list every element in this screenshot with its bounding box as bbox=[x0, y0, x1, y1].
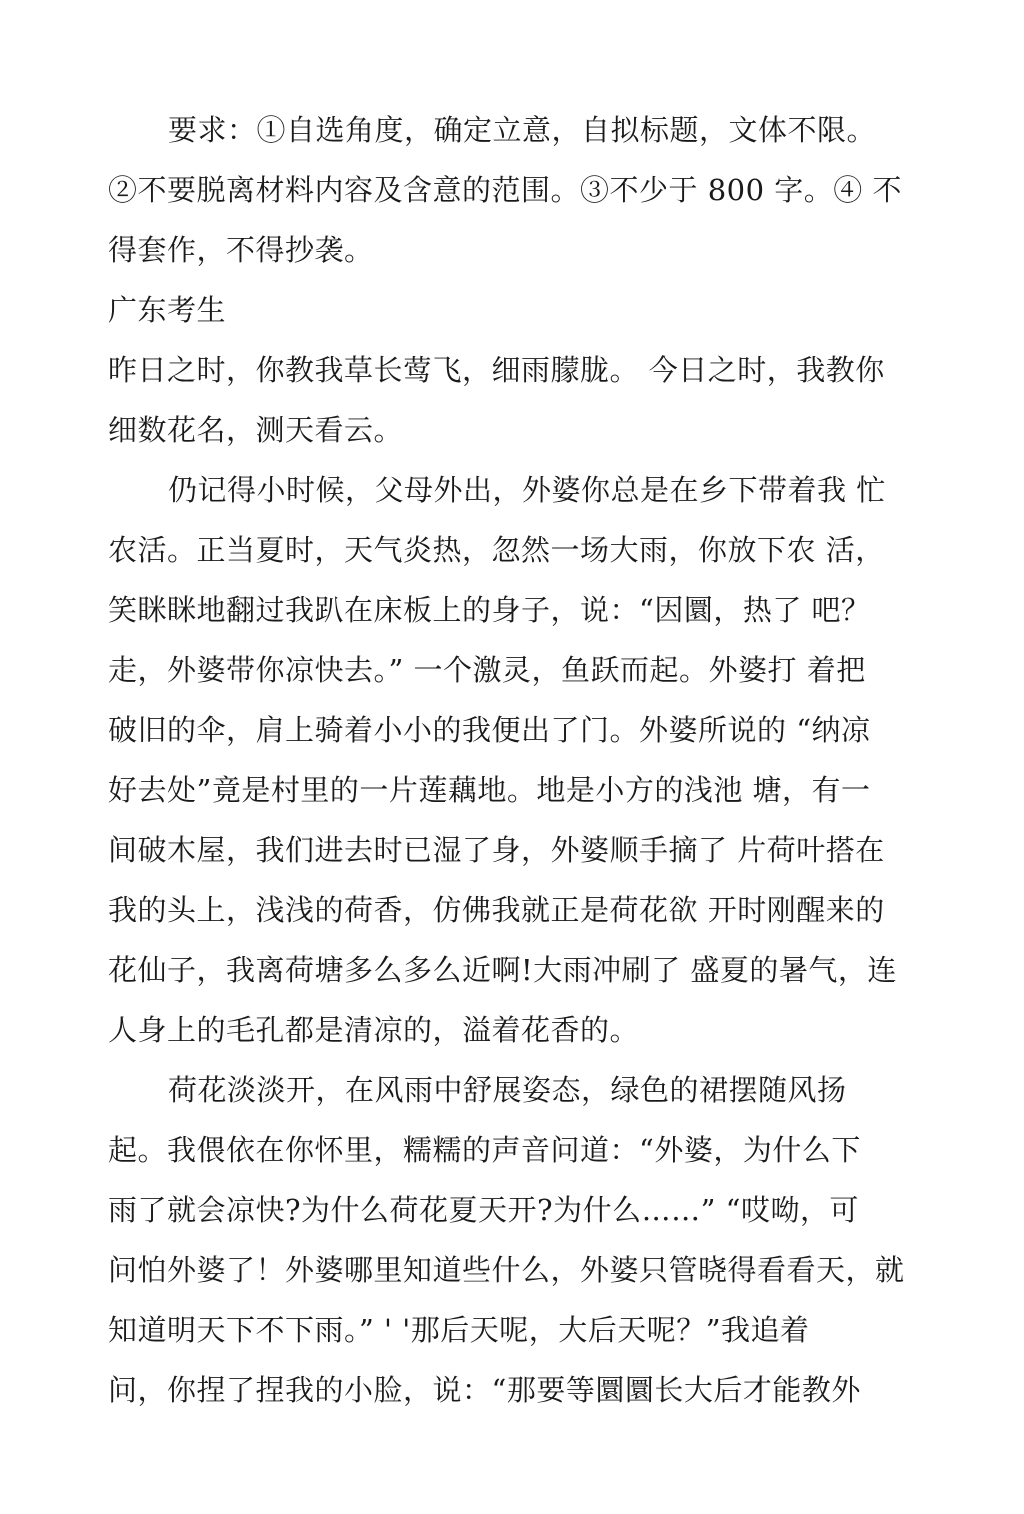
essay-line: 起。我偎依在你怀里，糯糯的声音问道：“外婆，为什么下 bbox=[108, 1133, 861, 1167]
requirement-line-1: 要求：①自选角度，确定立意，自拟标题，文体不限。 bbox=[168, 113, 877, 147]
essay-line: 走，外婆带你凉快去。” 一个激灵，鱼跃而起。外婆打 着把 bbox=[108, 653, 866, 687]
essay-line: 破旧的伞，肩上骑着小小的我便出了门。外婆所说的 “纳凉 bbox=[108, 713, 871, 747]
essay-line: 细数花名，测天看云。 bbox=[108, 413, 404, 447]
section-heading: 广东考生 bbox=[108, 293, 227, 327]
essay-line: 仍记得小时候，父母外出，外婆你总是在乡下带着我 忙 bbox=[168, 473, 886, 507]
requirement-line-3: 得套作，不得抄袭。 bbox=[108, 233, 374, 267]
essay-line: 花仙子，我离荷塘多么多么近啊!大雨冲刷了 盛夏的暑气，连 bbox=[108, 953, 897, 987]
requirement-line-2: ②不要脱离材料内容及含意的范围。③不少于 800 字。④ 不 bbox=[108, 173, 903, 207]
essay-line: 好去处”竟是村里的一片莲藕地。地是小方的浅池 塘，有一 bbox=[108, 773, 871, 807]
essay-line: 间破木屋，我们进去时已湿了身，外婆顺手摘了 片荷叶搭在 bbox=[108, 833, 885, 867]
essay-line: 农活。正当夏时，天气炎热，忽然一场大雨，你放下农 活， bbox=[108, 533, 885, 567]
essay-line: 问怕外婆了！外婆哪里知道些什么，外婆只管晓得看看天，就 bbox=[108, 1253, 905, 1287]
essay-line: 知道明天下不下雨。” ' '那后天呢，大后天呢？”我追着 bbox=[108, 1313, 810, 1347]
essay-line: 我的头上，浅浅的荷香，仿佛我就正是荷花欲 开时刚醒来的 bbox=[108, 893, 885, 927]
essay-line: 问，你捏了捏我的小脸，说：“那要等圜圜长大后才能教外 bbox=[108, 1373, 861, 1407]
essay-line: 雨了就会凉快?为什么荷花夏天开?为什么……” “哎呦，可 bbox=[108, 1193, 859, 1227]
essay-line: 荷花淡淡开，在风雨中舒展姿态，绿色的裙摆随风扬 bbox=[168, 1073, 847, 1107]
essay-line: 昨日之时，你教我草长莺飞，细雨朦胧。 今日之时，我教你 bbox=[108, 353, 885, 387]
essay-line: 笑眯眯地翻过我趴在床板上的身子，说：“因圜，热了 吧？ bbox=[108, 593, 871, 627]
essay-line: 人身上的毛孔都是清凉的，溢着花香的。 bbox=[108, 1013, 640, 1047]
